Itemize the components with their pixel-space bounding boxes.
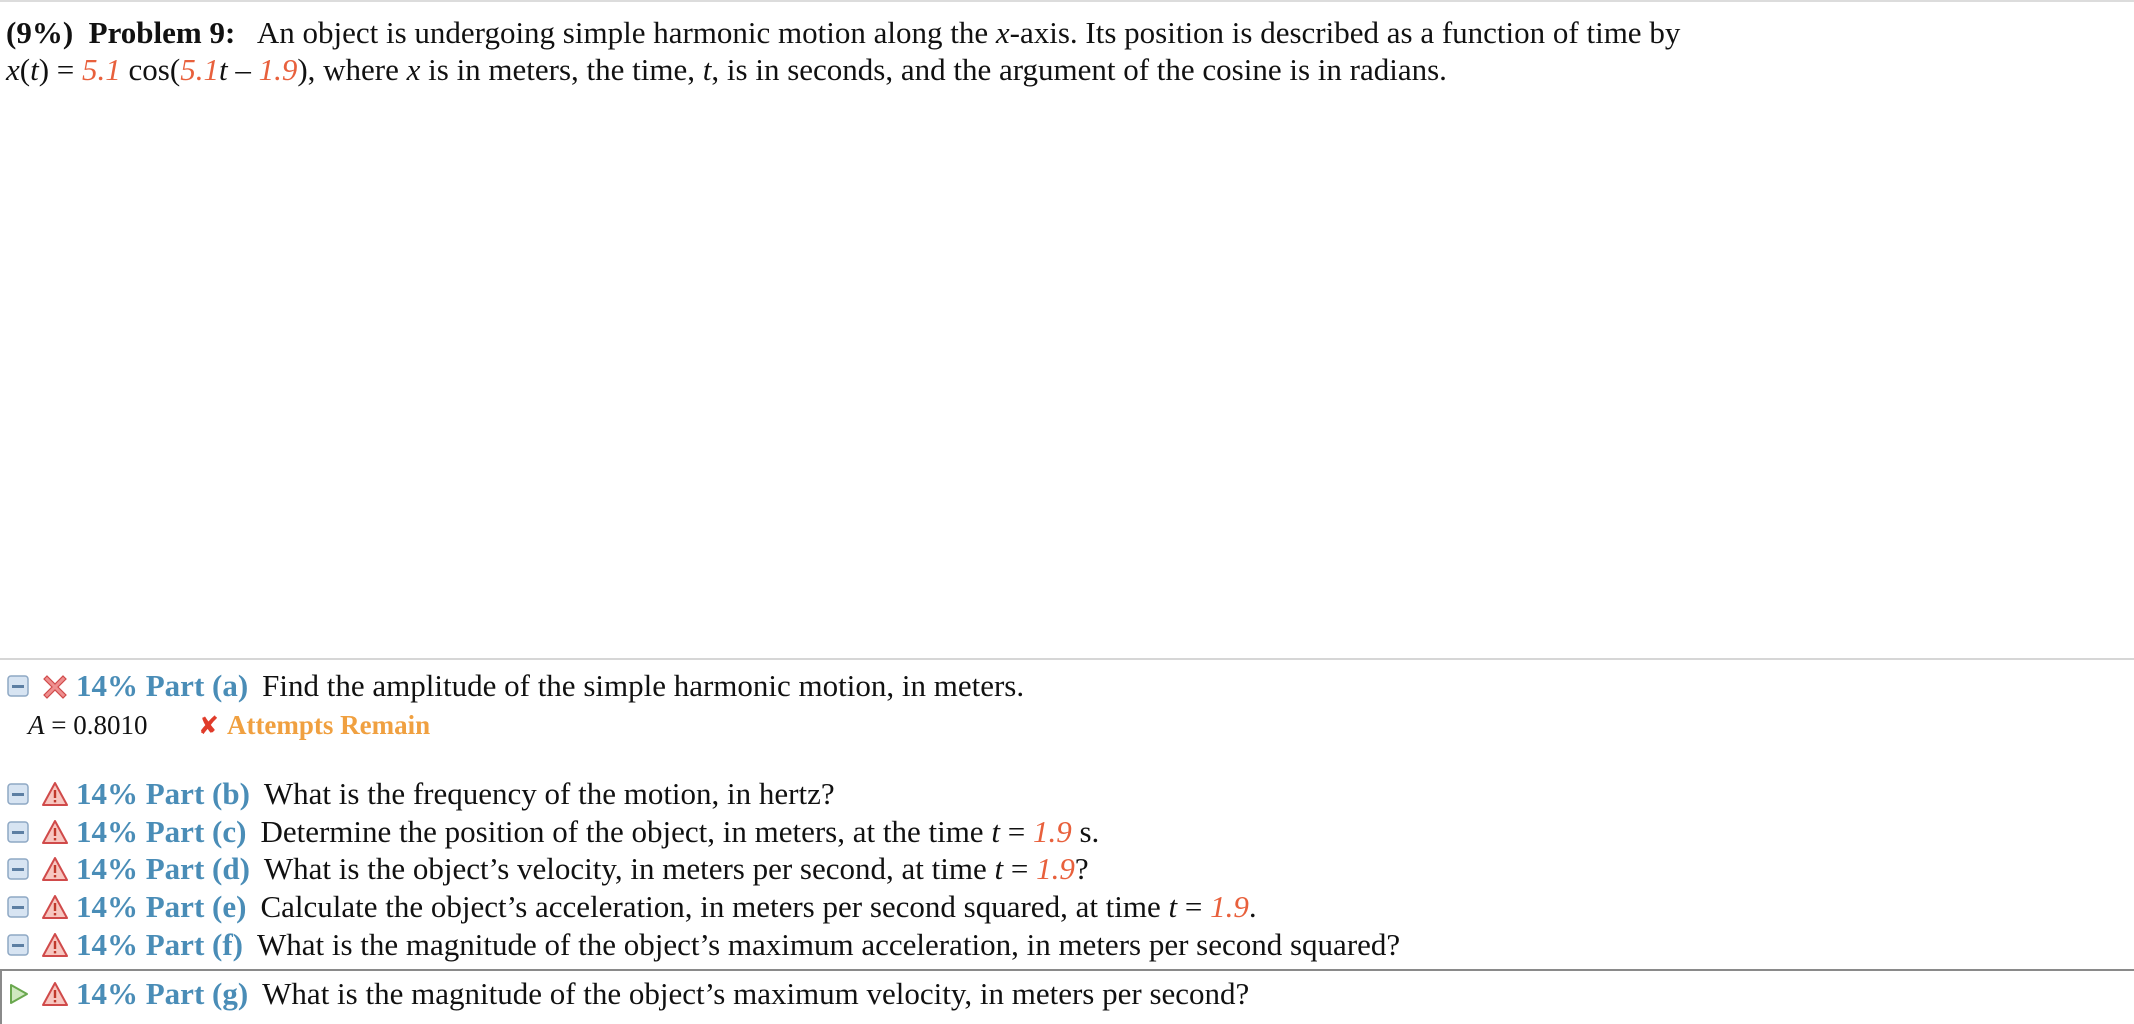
t-var: t [991, 814, 1000, 849]
amplitude-value: 5.1 [82, 52, 121, 87]
part-f-label[interactable]: 14% Part (f) [76, 927, 243, 962]
warning-icon [40, 892, 70, 922]
collapse-icon[interactable] [6, 895, 30, 919]
t-var: t [1168, 889, 1178, 924]
time-value: 1.9 [1036, 851, 1075, 886]
part-e-label[interactable]: 14% Part (e) [76, 889, 247, 924]
part-a-answer [28, 710, 198, 741]
t-var: t [994, 851, 1004, 886]
equation-eq: ) = [38, 52, 83, 87]
equation-minus: – [227, 52, 259, 87]
part-f-row [0, 927, 1400, 963]
part-b-question: What is the frequency of the motion, in hertz? [263, 776, 835, 811]
answer-var: A [28, 709, 45, 740]
problem-x-var-2: x [406, 52, 421, 87]
question-text: What is the object’s velocity, in meters per second, at time [263, 851, 995, 886]
answer-value: = 0.8010 [44, 709, 148, 740]
part-a-question: Find the amplitude of the simple harmonic motion, in meters. [262, 668, 1025, 703]
cos-close: ), where [297, 52, 407, 87]
error-x-icon [40, 671, 70, 701]
attempts-remain-label: Attempts Remain [226, 709, 431, 740]
collapse-icon[interactable] [6, 857, 30, 881]
equals: = [1003, 851, 1037, 886]
part-b-row [0, 776, 835, 812]
part-e-row [0, 889, 1257, 925]
problem-title: Problem 9: [88, 15, 236, 50]
expand-arrow-icon[interactable] [6, 982, 30, 1006]
part-d-question [264, 851, 1089, 887]
problem-t-var: t [702, 52, 712, 87]
part-g-question: What is the magnitude of the object’s maximum velocity, in meters per second? [262, 976, 1250, 1011]
problem-weight: (9%) [6, 15, 74, 50]
problem-text-4: , is in seconds, and the argument of the cosine is in radians. [711, 52, 1447, 87]
problem-text-1: An object is undergoing simple harmonic motion along the [256, 15, 996, 50]
phase-value: 1.9 [258, 52, 298, 87]
part-b-label[interactable]: 14% Part (b) [76, 776, 250, 811]
part-d-row [0, 851, 1089, 887]
question-suffix: ? [1074, 851, 1089, 886]
equation-lhs-t: t [30, 52, 39, 87]
section-divider [0, 658, 2134, 660]
cos-open: cos( [120, 52, 181, 87]
part-a-label[interactable]: 14% Part (a) [76, 668, 249, 703]
top-rule [0, 0, 2134, 2]
part-a-row [0, 668, 1024, 704]
collapse-icon[interactable] [6, 933, 30, 957]
problem-text-3: is in meters, the time, [420, 52, 703, 87]
warning-icon [40, 817, 70, 847]
part-c-question [260, 814, 1099, 850]
equals: = [999, 814, 1033, 849]
error-x-icon: ✘ [198, 710, 219, 740]
question-text: Determine the position of the object, in meters, at the time [260, 814, 992, 849]
question-suffix: s. [1071, 814, 1100, 849]
problem-statement [6, 14, 2106, 88]
problem-x-var: x [995, 15, 1010, 50]
warning-icon [40, 779, 70, 809]
collapse-icon[interactable] [6, 674, 30, 698]
collapse-icon[interactable] [6, 820, 30, 844]
part-g-label[interactable]: 14% Part (g) [76, 976, 249, 1011]
part-c-row [0, 814, 1099, 850]
warning-icon [40, 930, 70, 960]
question-text: Calculate the object’s acceleration, in meters per second squared, at time [260, 889, 1169, 924]
part-c-label[interactable]: 14% Part (c) [76, 814, 247, 849]
question-suffix: . [1248, 889, 1257, 924]
part-f-question: What is the magnitude of the object’s maximum acceleration, in meters per second squared? [257, 927, 1401, 962]
part-a-answer-row [28, 708, 430, 742]
part-g-row [0, 976, 1249, 1012]
collapse-icon[interactable] [6, 782, 30, 806]
attempts-remain-status [198, 710, 430, 741]
time-value: 1.9 [1210, 889, 1249, 924]
warning-icon [40, 854, 70, 884]
equation-lhs-var: x [6, 52, 20, 87]
part-d-label[interactable]: 14% Part (d) [76, 851, 250, 886]
time-value: 1.9 [1032, 814, 1072, 849]
part-e-question [260, 889, 1256, 925]
equation-t2: t [218, 52, 228, 87]
problem-text-2: -axis. Its position is described as a function of time by [1009, 15, 1681, 50]
equals: = [1177, 889, 1211, 924]
warning-icon [40, 979, 70, 1009]
equation-lhs-open: ( [19, 52, 31, 87]
omega-value: 5.1 [180, 52, 219, 87]
